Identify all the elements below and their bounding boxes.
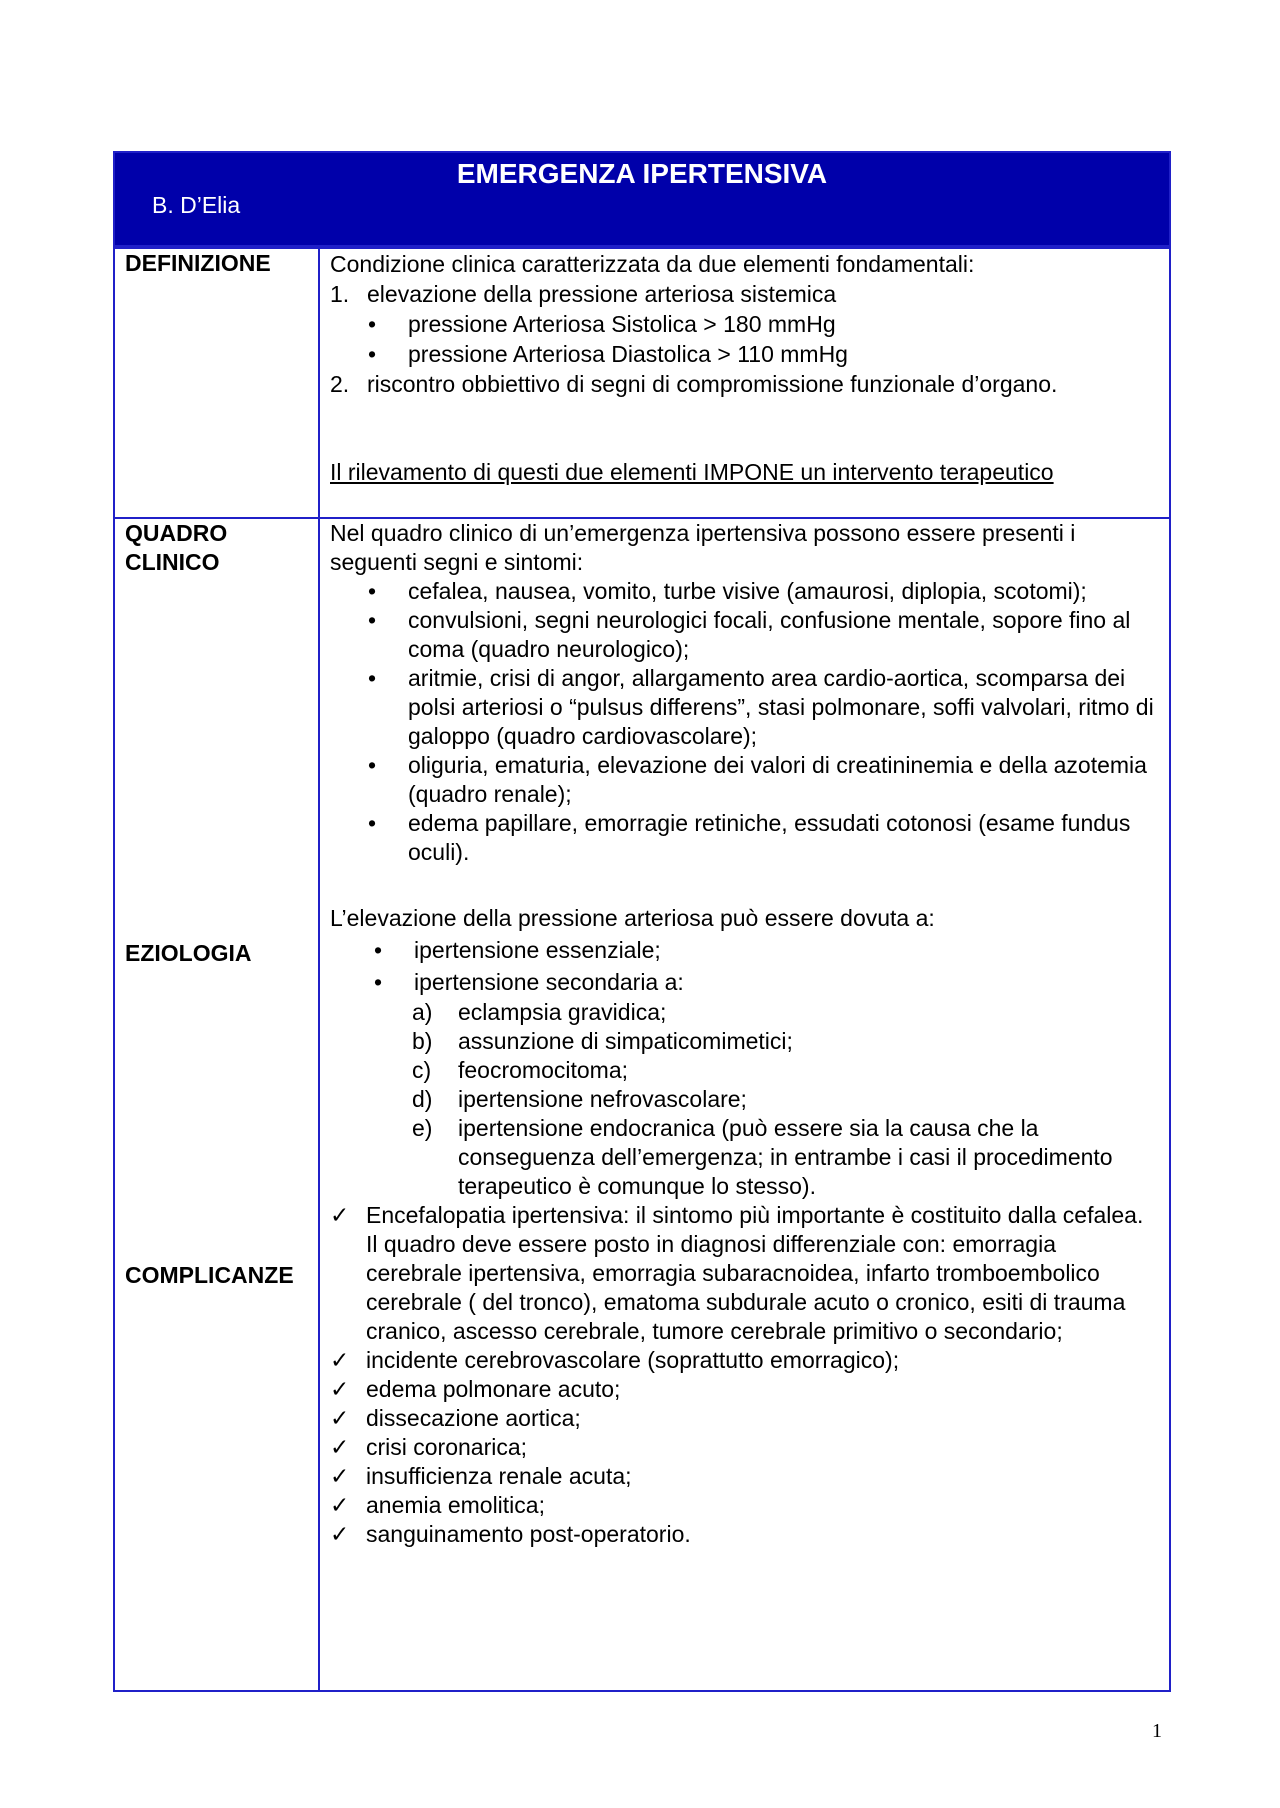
list-item xyxy=(330,664,1157,751)
list-item xyxy=(330,1375,1157,1404)
list-item xyxy=(330,606,1157,664)
list-item-text: dissecazione aortica; xyxy=(366,1405,581,1431)
list-item-text: ipertensione endocranica (può essere sia la causa che la conseguenza dell’emergenza; in entrambe i casi il procedimento terapeutico è comunque lo stesso). xyxy=(458,1115,1113,1199)
list-item-text: convulsioni, segni neurologici focali, confusione mentale, sopore fino al coma (quadro neurologico); xyxy=(408,607,1131,662)
list-item-text: ipertensione nefrovascolare; xyxy=(458,1086,747,1112)
list-item-text: anemia emolitica; xyxy=(366,1492,545,1518)
list-item xyxy=(330,1201,1157,1346)
checkmark-icon: ✓ xyxy=(330,1376,350,1402)
list-item xyxy=(330,1491,1157,1520)
list-item xyxy=(330,1056,1157,1085)
bullet-icon: • xyxy=(368,752,377,778)
bullet-icon: • xyxy=(374,969,383,995)
list-item-text: ipertensione essenziale; xyxy=(414,937,661,963)
header-banner xyxy=(115,153,1169,247)
list-item-text: Encefalopatia ipertensiva: il sintomo più importante è costituito dalla cefalea. Il quadro deve essere posto in diagnosi differenziale con: emorragia cerebrale ipertensiva, emorragia subaracnoidea, infarto tromboembolico cerebrale ( del tronco), ematoma subdurale acuto o cronico, esiti di trauma cranico, ascesso cerebrale, tumore cerebrale primitivo o secondario; xyxy=(366,1202,1144,1344)
list-item-text: sanguinamento post-operatorio. xyxy=(366,1521,691,1547)
list-item xyxy=(330,1346,1157,1375)
bullet-icon: • xyxy=(368,810,377,836)
checkmark-icon: ✓ xyxy=(330,1521,350,1547)
definizione-item-2 xyxy=(330,369,1157,399)
list-item-text: oliguria, ematuria, elevazione dei valori di creatininemia e della azotemia (quadro renale); xyxy=(408,752,1147,807)
list-item xyxy=(330,1462,1157,1491)
quadro-label-line2: CLINICO xyxy=(125,549,220,575)
quadro-label-line1: QUADRO xyxy=(125,520,228,546)
list-item xyxy=(330,998,1157,1027)
document-table xyxy=(113,151,1171,1692)
list-letter: c) xyxy=(412,1057,432,1083)
quadro-intro: Nel quadro clinico di un’emergenza ipertensiva possono essere presenti i seguenti segni e sintomi: xyxy=(330,520,1076,575)
list-letter: e) xyxy=(412,1115,433,1141)
bullet-icon: • xyxy=(368,341,377,367)
bullet-icon: • xyxy=(368,665,377,691)
list-item xyxy=(330,339,1157,369)
list-item xyxy=(330,809,1157,867)
bullet-icon: • xyxy=(368,578,377,604)
list-item-text: insufficienza renale acuta; xyxy=(366,1463,632,1489)
list-item xyxy=(330,577,1157,606)
main-content xyxy=(320,519,1169,1690)
list-item-text: ipertensione secondaria a: xyxy=(414,969,684,995)
definizione-label-cell xyxy=(115,249,320,517)
list-letter: b) xyxy=(412,1028,433,1054)
definizione-content xyxy=(320,249,1169,517)
list-item-text: pressione Arteriosa Diastolica > 110 mmHg xyxy=(408,341,848,367)
page-title: EMERGENZA IPERTENSIVA xyxy=(456,158,828,189)
eziologia-label: EZIOLOGIA xyxy=(125,940,252,966)
list-item-text: aritmie, crisi di angor, allargamento area cardio-aortica, scomparsa dei polsi arteriosi o “pulsus differens”, stasi polmonare, soffi valvolari, ritmo di galoppo (quadro cardiovascolare); xyxy=(408,665,1154,749)
list-item xyxy=(330,751,1157,809)
checkmark-icon: ✓ xyxy=(330,1202,350,1228)
main-label-cell xyxy=(115,519,320,1690)
checkmark-icon: ✓ xyxy=(330,1492,350,1518)
list-item xyxy=(330,1433,1157,1462)
list-item xyxy=(330,1085,1157,1114)
list-item-text: edema polmonare acuto; xyxy=(366,1376,621,1402)
list-item-text: elevazione della pressione arteriosa sistemica xyxy=(367,281,837,307)
list-item-text: crisi coronarica; xyxy=(366,1434,528,1460)
definizione-note: Il rilevamento di questi due elementi IMPONE un intervento terapeutico xyxy=(330,459,1054,485)
list-letter: a) xyxy=(412,999,433,1025)
list-item-text: pressione Arteriosa Sistolica > 180 mmHg xyxy=(408,311,836,337)
list-number: 2. xyxy=(330,371,350,397)
complicanze-label: COMPLICANZE xyxy=(125,1262,294,1288)
checkmark-icon: ✓ xyxy=(330,1434,350,1460)
definizione-row xyxy=(115,247,1169,517)
list-item xyxy=(330,1114,1157,1201)
list-item xyxy=(330,1520,1157,1549)
list-item xyxy=(330,966,1157,998)
list-item xyxy=(330,1404,1157,1433)
definizione-label: DEFINIZIONE xyxy=(125,250,271,276)
eziologia-intro: L’elevazione della pressione arteriosa può essere dovuta a: xyxy=(330,905,935,931)
list-item-text: incidente cerebrovascolare (soprattutto emorragico); xyxy=(366,1347,900,1373)
checkmark-icon: ✓ xyxy=(330,1405,350,1431)
list-item-text: edema papillare, emorragie retiniche, essudati cotonosi (esame fundus oculi). xyxy=(408,810,1131,865)
list-item xyxy=(330,1027,1157,1056)
list-item-text: riscontro obbiettivo di segni di compromissione funzionale d’organo. xyxy=(367,371,1058,397)
author-name: B. D’Elia xyxy=(152,192,241,218)
bullet-icon: • xyxy=(374,937,383,963)
list-item xyxy=(330,934,1157,966)
list-item-text: cefalea, nausea, vomito, turbe visive (amaurosi, diplopia, scotomi); xyxy=(408,578,1087,604)
bullet-icon: • xyxy=(368,311,377,337)
definizione-item-1 xyxy=(330,279,1157,309)
list-letter: d) xyxy=(412,1086,433,1112)
list-item-text: feocromocitoma; xyxy=(458,1057,629,1083)
checkmark-icon: ✓ xyxy=(330,1463,350,1489)
list-item xyxy=(330,309,1157,339)
definizione-intro: Condizione clinica caratterizzata da due elementi fondamentali: xyxy=(330,251,975,277)
list-number: 1. xyxy=(330,281,350,307)
checkmark-icon: ✓ xyxy=(330,1347,350,1373)
main-row xyxy=(115,517,1169,1690)
list-item-text: assunzione di simpaticomimetici; xyxy=(458,1028,793,1054)
list-item-text: eclampsia gravidica; xyxy=(458,999,667,1025)
bullet-icon: • xyxy=(368,607,377,633)
page-number: 1 xyxy=(1152,1720,1162,1742)
